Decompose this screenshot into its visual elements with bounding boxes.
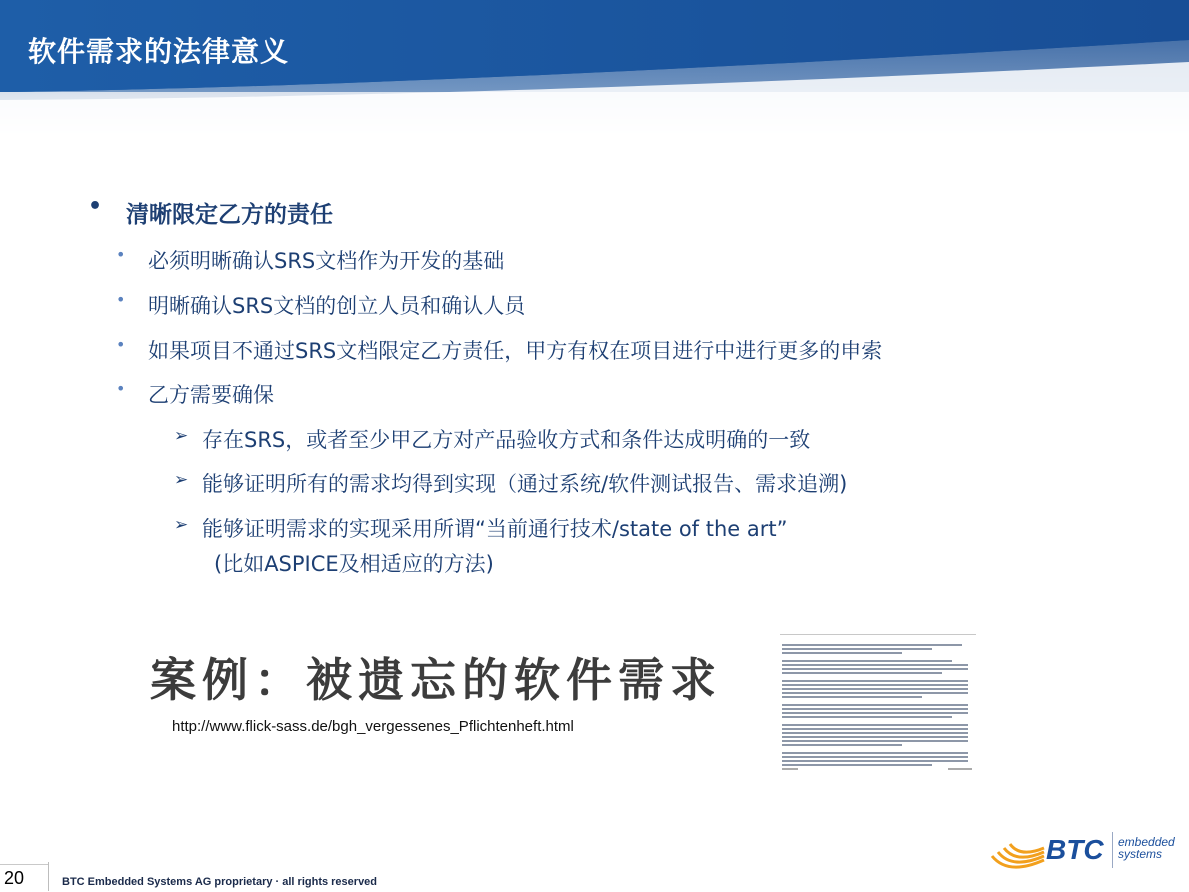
document-footer-mark bbox=[948, 768, 972, 770]
document-text-line bbox=[782, 732, 968, 734]
sub-bullet-text: 明晰确认SRS文档的创立人员和确认人员 bbox=[148, 294, 526, 318]
header-banner bbox=[0, 0, 1189, 140]
document-text-line bbox=[782, 744, 902, 746]
page-number: 20 bbox=[0, 864, 48, 891]
arrow-bullet-icon: ➢ bbox=[174, 426, 189, 446]
sub-bullet-text: 乙方需要确保 bbox=[148, 383, 274, 407]
arrow-item-text: (比如ASPICE及相适应的方法) bbox=[214, 552, 494, 576]
document-text-line bbox=[782, 684, 968, 686]
document-text-line bbox=[782, 724, 968, 726]
document-text-line bbox=[782, 680, 968, 682]
bullet-icon: • bbox=[88, 194, 103, 219]
document-text-line bbox=[782, 688, 968, 690]
slide-title: 软件需求的法律意义 bbox=[28, 35, 290, 68]
document-text-line bbox=[782, 668, 968, 670]
arrow-item-text: 能够证明需求的实现采用所谓“当前通行技术/state of the art” bbox=[202, 517, 788, 541]
document-text-line bbox=[782, 752, 968, 754]
logo-brand: BTC bbox=[1046, 834, 1104, 865]
document-text-line bbox=[782, 652, 902, 654]
sub-bullet-text: 如果项目不通过SRS文档限定乙方责任，甲方有权在项目进行中进行更多的申索 bbox=[148, 339, 883, 363]
arrow-bullet-icon: ➢ bbox=[174, 470, 189, 490]
document-text-line bbox=[782, 696, 922, 698]
logo-separator bbox=[1112, 832, 1113, 868]
document-text-line bbox=[782, 764, 932, 766]
document-text-line bbox=[782, 760, 968, 762]
document-text-line bbox=[782, 704, 968, 706]
document-text-line bbox=[782, 692, 968, 694]
document-text-line bbox=[782, 728, 968, 730]
document-text-line bbox=[782, 660, 952, 662]
arrow-item-text: 能够证明所有的需求均得到实现（通过系统/软件测试报告、需求追溯) bbox=[202, 472, 848, 496]
document-text-line bbox=[782, 712, 968, 714]
arrow-item-text: 存在SRS，或者至少甲乙方对产品验收方式和条件达成明确的一致 bbox=[202, 428, 811, 452]
arrow-bullet-icon: ➢ bbox=[174, 515, 189, 535]
document-text-line bbox=[782, 644, 962, 646]
document-text-line bbox=[782, 740, 968, 742]
header-wave bbox=[0, 0, 1189, 140]
document-text-line bbox=[782, 672, 942, 674]
document-header-line bbox=[780, 634, 976, 638]
document-text-line bbox=[782, 736, 968, 738]
bullet-icon: • bbox=[116, 245, 126, 264]
document-text-line bbox=[782, 708, 968, 710]
logo-swoosh-icon bbox=[988, 838, 1048, 878]
case-title: 案例：被遗忘的软件需求 bbox=[150, 653, 722, 707]
main-bullet-text: 清晰限定乙方的责任 bbox=[126, 202, 333, 228]
bullet-icon: • bbox=[116, 379, 126, 398]
logo-tagline bbox=[1118, 836, 1175, 860]
bullet-icon: • bbox=[116, 290, 126, 309]
bullet-icon: • bbox=[116, 335, 126, 354]
document-thumbnail bbox=[778, 634, 978, 774]
case-url-link[interactable]: http://www.flick-sass.de/bgh_vergessenes_Pflichtenheft.html bbox=[172, 718, 574, 735]
document-text-line bbox=[782, 716, 952, 718]
sub-bullet-text: 必须明晰确认SRS文档作为开发的基础 bbox=[148, 249, 505, 273]
logo-tagline-line1: embedded bbox=[1118, 835, 1175, 849]
document-text-line bbox=[782, 664, 968, 666]
document-text-line bbox=[782, 648, 932, 650]
footer-text: BTC Embedded Systems AG proprietary · all rights reserved bbox=[62, 876, 378, 888]
document-text-line bbox=[782, 756, 968, 758]
document-footer-mark bbox=[782, 768, 798, 770]
btc-logo bbox=[988, 822, 1178, 880]
logo-tagline-line2: systems bbox=[1118, 847, 1163, 861]
